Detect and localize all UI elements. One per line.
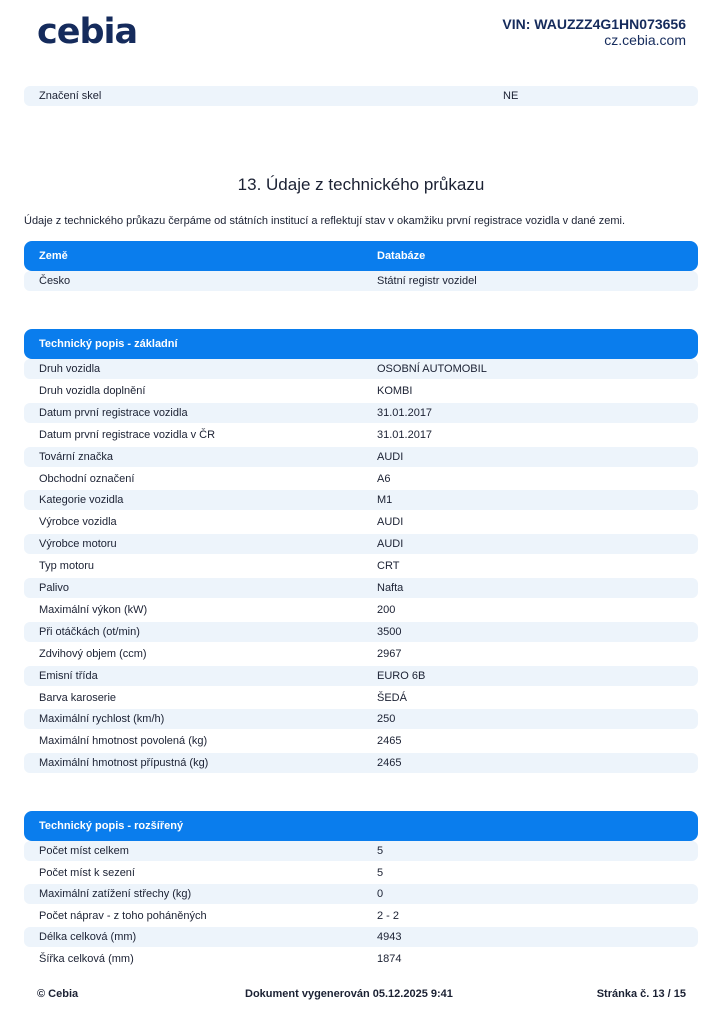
row-value: EURO 6B <box>377 670 426 682</box>
row-value: 3500 <box>377 626 402 638</box>
row-label: Počet míst celkem <box>39 845 129 857</box>
basic-table-title: Technický popis - základní <box>39 338 178 350</box>
row-label: Výrobce vozidla <box>39 516 117 528</box>
table-row <box>24 927 698 947</box>
table-row <box>24 622 698 642</box>
row-value: 0 <box>377 888 384 900</box>
row-value: CRT <box>377 560 400 572</box>
row-value: OSOBNÍ AUTOMOBIL <box>377 363 487 375</box>
row-value: 5 <box>377 845 384 857</box>
column-country: Země <box>39 250 68 262</box>
table-row <box>24 753 698 773</box>
row-label: Počet náprav - z toho poháněných <box>39 910 207 922</box>
row-label: Druh vozidla doplnění <box>39 385 146 397</box>
table-row <box>24 600 698 620</box>
row-label: Emisní třída <box>39 670 98 682</box>
row-value: AUDI <box>377 451 404 463</box>
row-value: 250 <box>377 713 396 725</box>
row-label: Palivo <box>39 582 69 594</box>
table-row <box>24 906 698 926</box>
row-label: Druh vozidla <box>39 363 101 375</box>
table-row <box>24 556 698 576</box>
row-label: Datum první registrace vozidla <box>39 407 188 419</box>
footer-page-number: Stránka č. 13 / 15 <box>596 988 686 1000</box>
vin-number: VIN: WAUZZZ4G1HN073656 <box>502 16 686 32</box>
row-value: AUDI <box>377 538 404 550</box>
row-label: Výrobce motoru <box>39 538 117 550</box>
table-row <box>24 512 698 532</box>
source-table-header <box>24 241 698 271</box>
footer-copyright: © Cebia <box>37 988 79 1000</box>
table-row <box>24 644 698 664</box>
basic-table-header <box>24 329 698 359</box>
row-label: Tovární značka <box>39 451 113 463</box>
row-value: 200 <box>377 604 396 616</box>
row-label: Šířka celková (mm) <box>39 953 134 965</box>
table-row <box>24 403 698 423</box>
database-value: Státní registr vozidel <box>377 275 477 287</box>
row-label: Datum první registrace vozidla v ČR <box>39 429 216 441</box>
table-row <box>24 731 698 751</box>
row-value: AUDI <box>377 516 404 528</box>
row-label: Maximální hmotnost přípustná (kg) <box>39 757 209 769</box>
table-row <box>24 709 698 729</box>
row-label: Počet míst k sezení <box>39 867 135 879</box>
country-value: Česko <box>39 275 71 287</box>
row-label: Maximální zatížení střechy (kg) <box>39 888 192 900</box>
row-value: 2 - 2 <box>377 910 400 922</box>
row-label: Značení skel <box>39 90 102 102</box>
table-row <box>24 447 698 467</box>
row-value: 2465 <box>377 735 402 747</box>
table-row <box>24 841 698 861</box>
row-value: NE <box>503 90 519 102</box>
table-row <box>24 578 698 598</box>
table-row <box>24 381 698 401</box>
table-row <box>24 863 698 883</box>
row-value: ŠEDÁ <box>377 692 407 704</box>
row-label: Maximální hmotnost povolená (kg) <box>39 735 208 747</box>
table-row <box>24 490 698 510</box>
website-url[interactable]: cz.cebia.com <box>604 32 686 48</box>
column-database: Databáze <box>377 250 426 262</box>
row-label: Zdvihový objem (ccm) <box>39 648 147 660</box>
row-value: 2465 <box>377 757 402 769</box>
table-row <box>24 469 698 489</box>
table-row <box>24 666 698 686</box>
row-label: Maximální výkon (kW) <box>39 604 148 616</box>
row-value: 5 <box>377 867 384 879</box>
footer-generated: Dokument vygenerován 05.12.2025 9:41 <box>245 988 453 1000</box>
row-value: KOMBI <box>377 385 413 397</box>
row-label: Obchodní označení <box>39 473 135 485</box>
row-value: A6 <box>377 473 391 485</box>
table-row <box>24 949 698 969</box>
table-row <box>24 688 698 708</box>
row-value: 31.01.2017 <box>377 407 433 419</box>
row-label: Kategorie vozidla <box>39 494 124 506</box>
table-row <box>24 534 698 554</box>
row-label: Typ motoru <box>39 560 95 572</box>
section-title: 13. Údaje z technického průkazu <box>237 175 485 194</box>
row-value: 1874 <box>377 953 402 965</box>
row-value: 4943 <box>377 931 402 943</box>
extended-table-header <box>24 811 698 841</box>
row-value: 31.01.2017 <box>377 429 433 441</box>
row-label: Délka celková (mm) <box>39 931 137 943</box>
table-row <box>24 884 698 904</box>
table-row <box>24 425 698 445</box>
section-intro: Údaje z technického průkazu čerpáme od státních institucí a reflektují stav v okamžiku první registrace vozidla v dané zemi. <box>24 215 626 227</box>
row-label: Při otáčkách (ot/min) <box>39 626 140 638</box>
row-label: Maximální rychlost (km/h) <box>39 713 165 725</box>
table-row <box>24 359 698 379</box>
row-value: 2967 <box>377 648 402 660</box>
row-value: Nafta <box>377 582 404 594</box>
row-value: M1 <box>377 494 393 506</box>
extended-table-title: Technický popis - rozšířený <box>39 820 184 832</box>
row-label: Barva karoserie <box>39 692 117 704</box>
glass-marking-row <box>24 86 698 106</box>
source-table-row <box>24 271 698 291</box>
cebia-logo: cebia <box>37 12 138 52</box>
